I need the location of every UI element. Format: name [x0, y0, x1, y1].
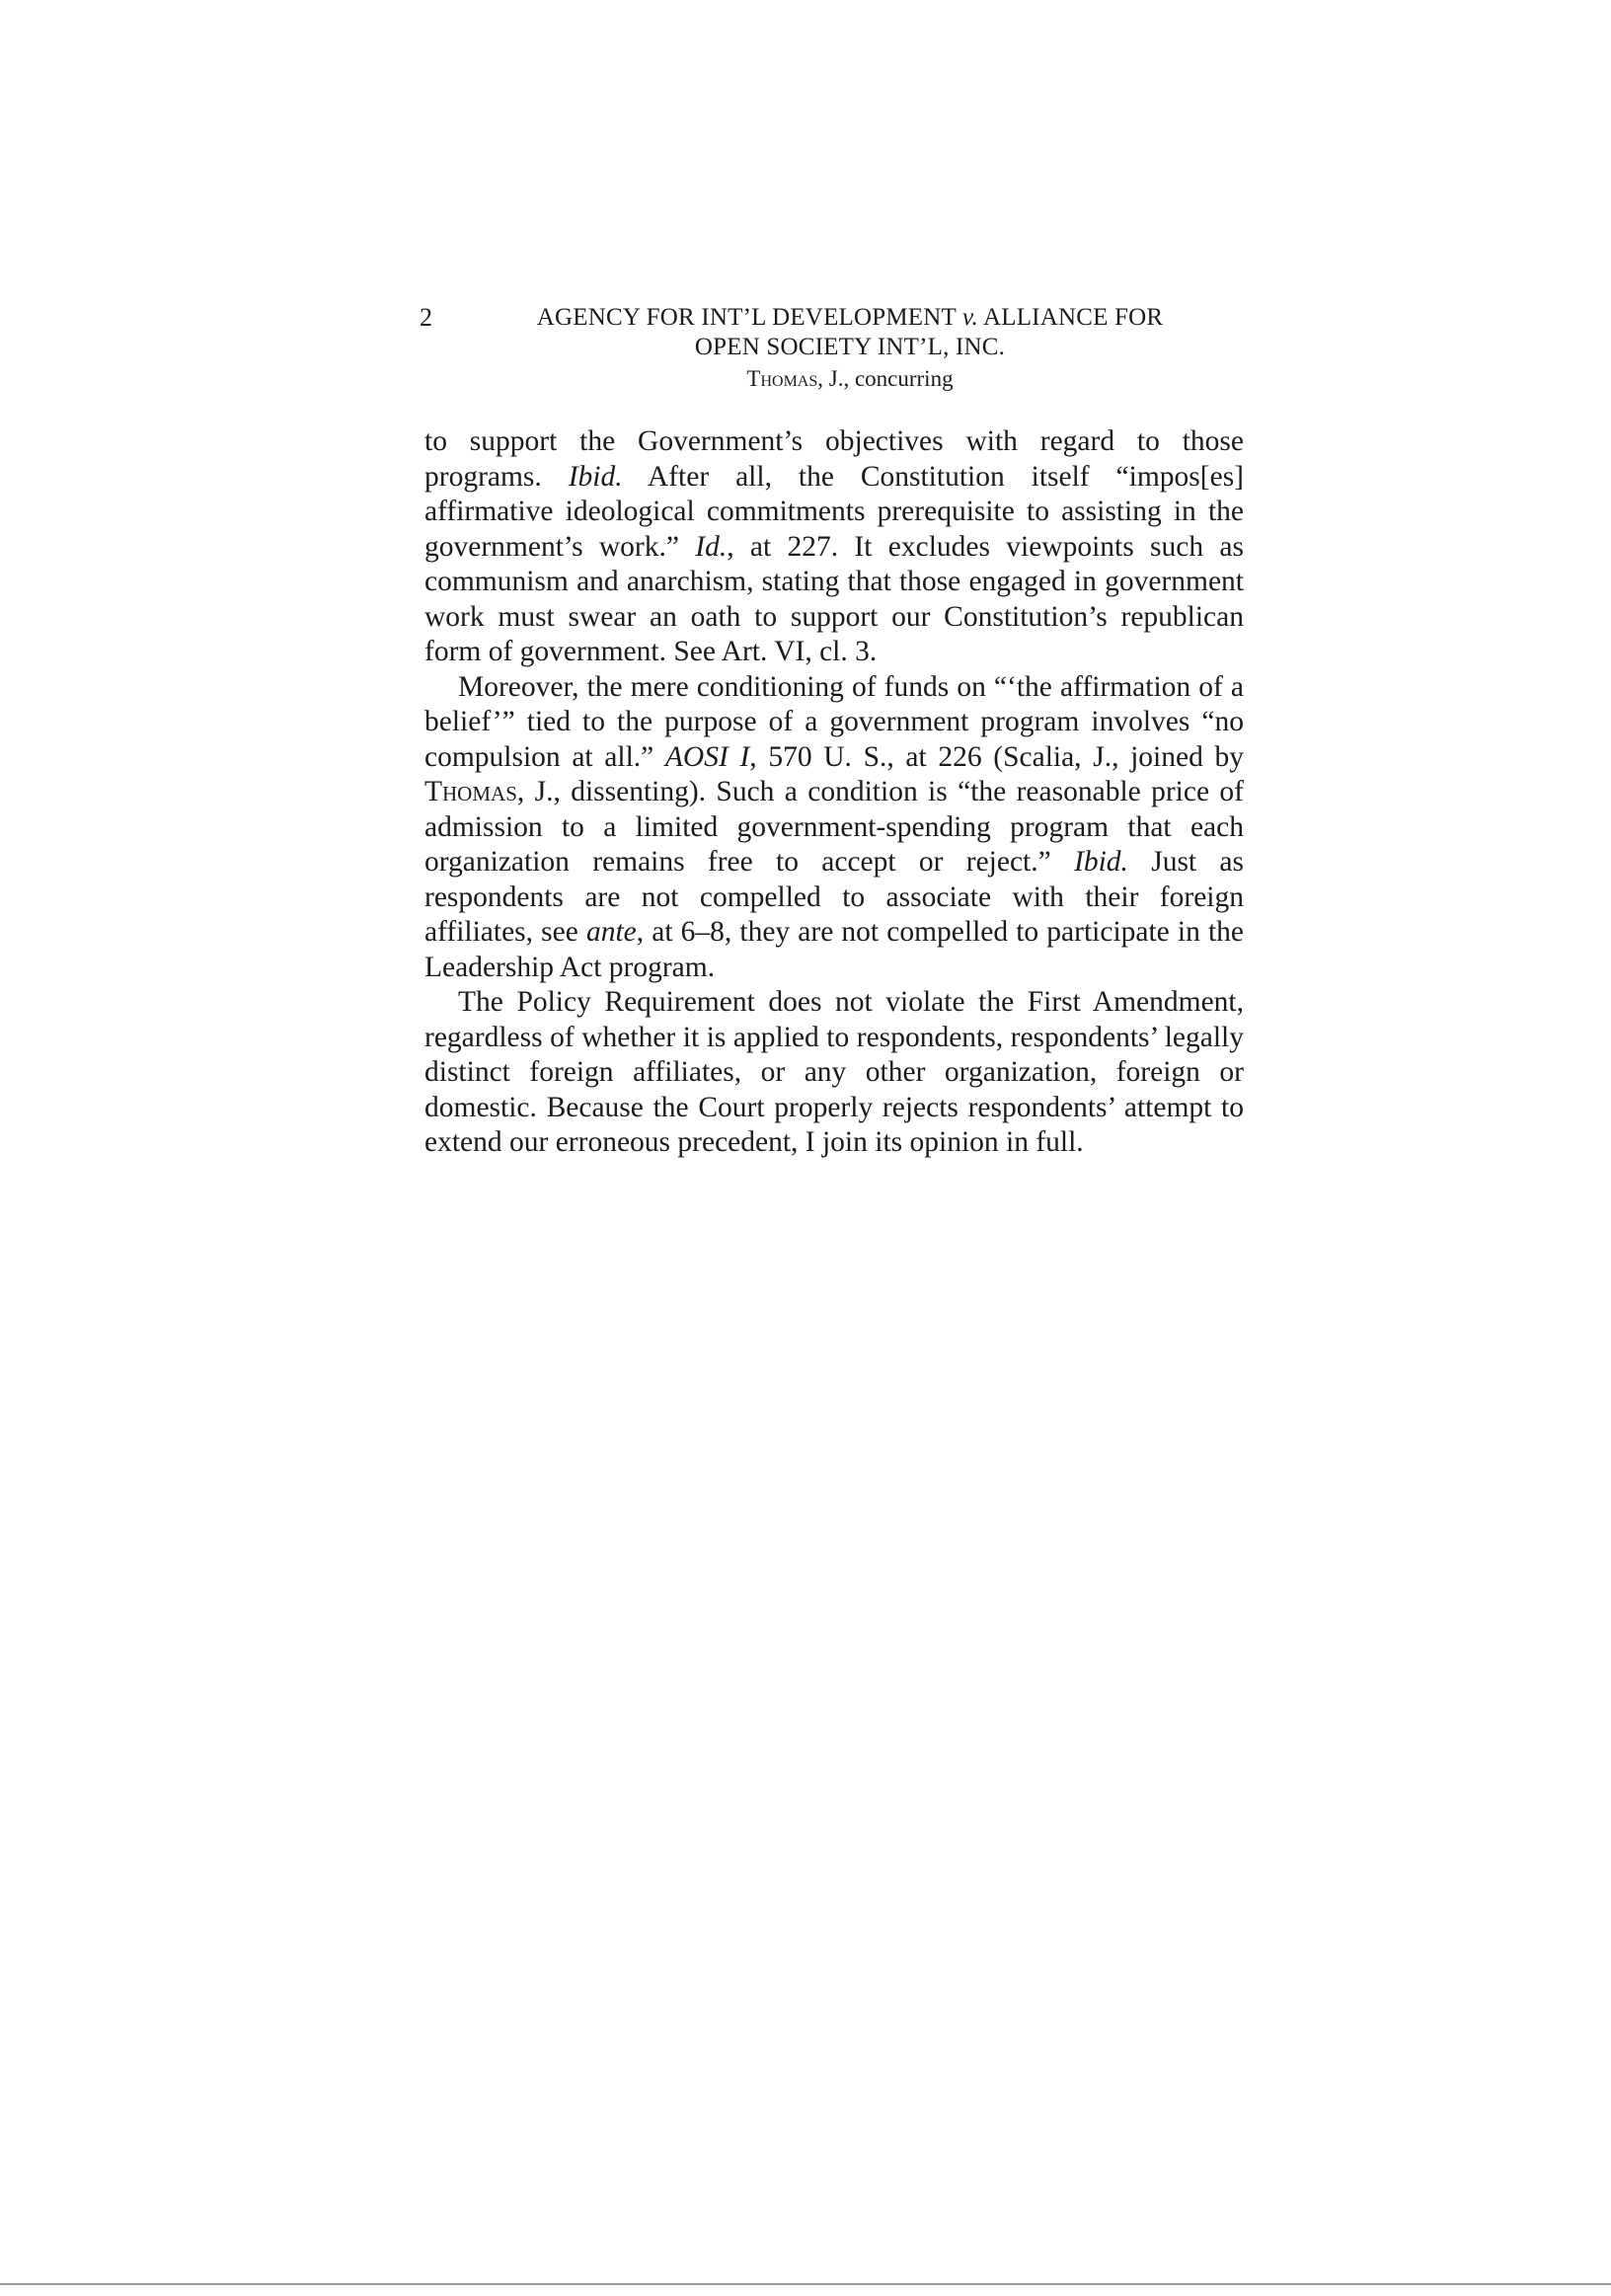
- case-title-part-1: AGENCY FOR INT’L DEVELOPMENT: [536, 304, 962, 331]
- citation-ante: ante: [585, 916, 637, 948]
- justice-name: Thomas: [424, 776, 517, 807]
- text-run: , 570 U. S., at 226 (Scalia, J., joined by: [749, 740, 1245, 773]
- opinion-suffix: , J., concurring: [817, 366, 954, 391]
- paragraph-1: [424, 424, 1244, 670]
- opinion-author: Thomas: [746, 366, 818, 391]
- text-run: After all, the Constitution itself “impos[es] affirmative ideological commitments prerequisite to assisting in the government’s work.”: [424, 460, 1244, 563]
- paragraph-3: The Policy Requirement does not violate the First Amendment, regardless of whether it is applied to respondents, respondents’ legally distinct foreign affiliates, or any other organization, foreign or domestic. Because the Court properly rejects respondents’ attempt to extend our erroneous precedent, I join its opinion in full.: [424, 986, 1244, 1158]
- case-title-line-2: OPEN SOCIETY INT’L, INC.: [694, 334, 1006, 360]
- text-run: , at 6–8, they are not compelled to participate in the Leadership Act program.: [424, 916, 1245, 983]
- text-run: Just as respondents are not compelled to associate with their foreign affiliates, see: [424, 846, 1244, 948]
- running-header: [420, 303, 1251, 396]
- case-title-versus: v.: [962, 304, 978, 331]
- citation-id: Id.: [695, 530, 728, 563]
- text-run: , at 227. It excludes viewpoints such as communism and anarchism, stating that those engaged in government work must swear an oath to support our Constitution’s republican form of government. See Art. VI, cl. 3.: [424, 530, 1244, 667]
- page-number: 2: [420, 303, 432, 332]
- text-run: , J., dissenting). Such a condition is “the reasonable price of admission to a limited government-spending program that each organization remains free to accept or reject.”: [424, 776, 1244, 878]
- opinion-body: [424, 424, 1244, 1161]
- text-run: to support the Government’s objectives with regard to those programs.: [424, 425, 1244, 493]
- citation-ibid: Ibid.: [568, 460, 623, 493]
- text-run: Moreover, the mere conditioning of funds on “‘the affirmation of a belief’” tied to the purpose of a government program involves “no compulsion at all.”: [424, 670, 1244, 773]
- opinion-label: [449, 362, 1251, 396]
- paragraph-2: [424, 670, 1244, 986]
- citation-ibid: Ibid.: [1074, 846, 1128, 878]
- case-title-part-2: ALLIANCE FOR: [977, 304, 1164, 331]
- scan-edge-rule: [0, 2283, 1611, 2285]
- citation-aosi: AOSI I: [664, 740, 750, 773]
- case-title-line-1: [449, 303, 1251, 333]
